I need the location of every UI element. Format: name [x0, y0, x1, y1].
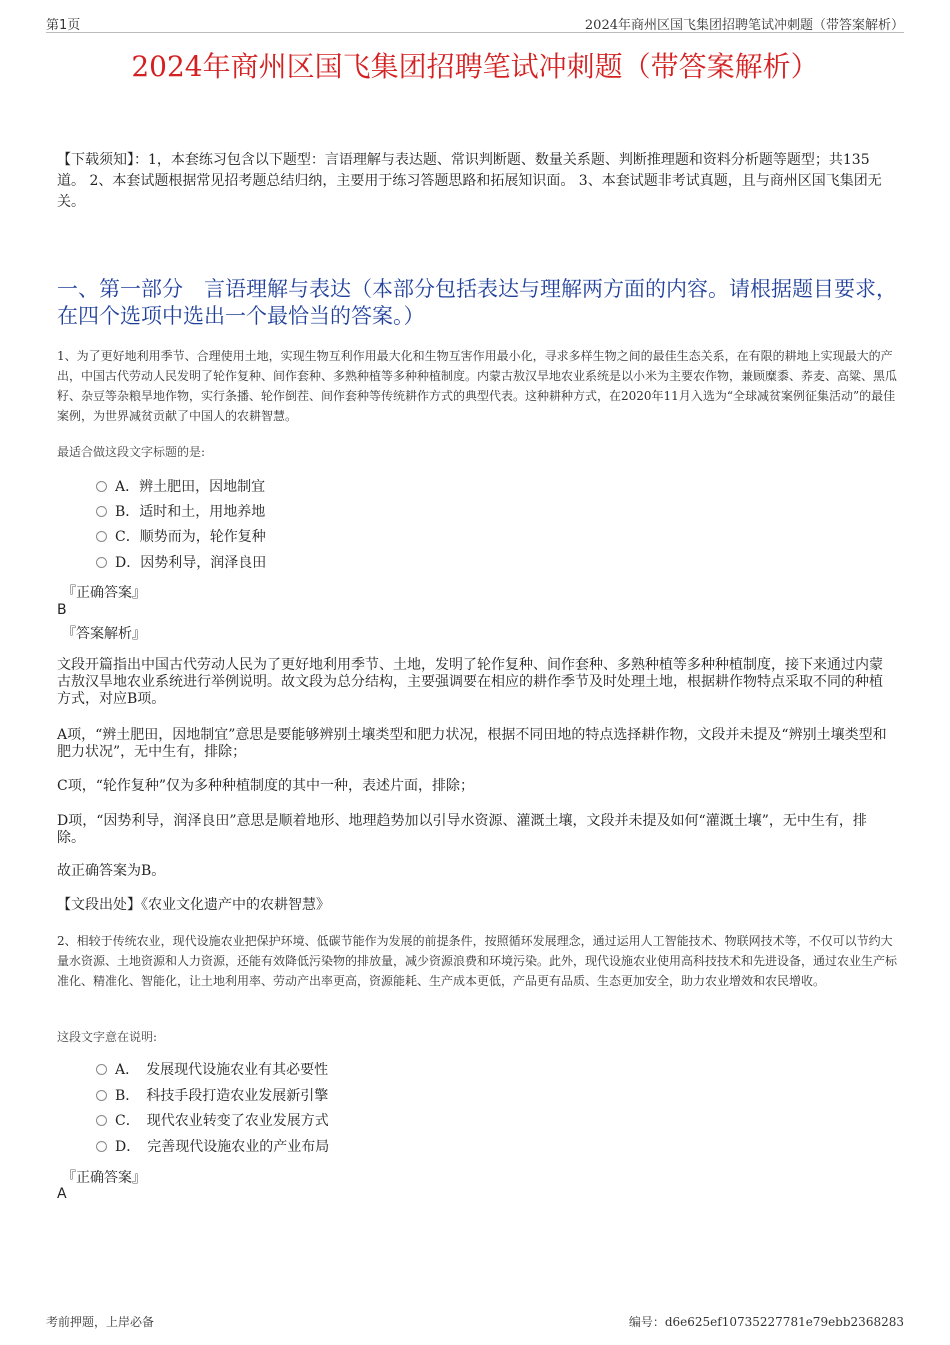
q1-analysis-label: 『答案解析』: [62, 626, 146, 642]
radio-icon[interactable]: [96, 531, 107, 542]
q2-option-c[interactable]: C． 现代农业转变了农业发展方式: [96, 1111, 329, 1131]
question-2-prompt: 这段文字意在说明:: [57, 1030, 158, 1044]
header-doc-title: 2024年商州区国飞集团招聘笔试冲刺题（带答案解析）: [584, 18, 904, 33]
q1-source: 【文段出处】《农业文化遗产中的农耕智慧》: [57, 897, 330, 913]
radio-icon[interactable]: [96, 481, 107, 492]
q1-analysis-d: D项，“因势利导，润泽良田”意思是顺着地形、地理趋势加以引导水资源、灌溉土壤，文段并未提及如何“灌溉土壤”，无中生有，排除。: [57, 813, 867, 846]
radio-icon[interactable]: [96, 1141, 107, 1152]
q1-analysis-summary: 文段开篇指出中国古代劳动人民为了更好地利用季节、土地，发明了轮作复种、间作套种、多熟种植等多种种植制度，接下来通过内蒙古敖汉旱地农业系统进行举例说明。故文段为总分结构，主要强调要在相应的耕作季节及时处理土地，根据耕作物特点采取不同的种植方式，对应B项。: [57, 657, 883, 707]
q1-analysis-c: C项，“轮作复种”仅为多种种植制度的其中一种，表述片面，排除；: [57, 778, 475, 794]
q1-answer-label: 『正确答案』: [62, 585, 146, 601]
section-heading: 一、第一部分 言语理解与表达（本部分包括表达与理解两方面的内容。请根据题目要求，在四个选项中选出一个最恰当的答案。）: [57, 277, 897, 328]
question-1-text: 1、为了更好地利用季节、合理使用土地，实现生物互利作用最大化和生物互害作用最小化，寻求多样生物之间的最佳生态关系，在有限的耕地上实现最大的产出，中国古代劳动人民发明了轮作复种、间作套种、多熟种植等多种种植制度。内蒙古敖汉旱地农业系统是以小米为主要农作物，兼顾糜黍、荞麦、高粱、黑瓜籽、杂豆等杂粮旱地作物，实行条播、轮作倒茬、间作套种等传统耕作方式的典型代表。这种耕种方式，在2020年11月入选为“全球减贫案例征集活动”的最佳案例，为世界减贫贡献了中国人的农耕智慧。: [57, 349, 898, 423]
download-notice: 【下载须知】：1，本套练习包含以下题型：言语理解与表达题、常识判断题、数量关系题、判断推理题和资料分析题等题型；共135道。 2、本套试题根据常见招考题总结归纳，主要用于练习答题思路和拓展知识面。 3、本套试题非考试真题，且与商州区国飞集团无关。: [57, 152, 882, 210]
page-number: 第1页: [46, 18, 81, 33]
q1-option-a[interactable]: A．辨土肥田，因地制宜: [96, 477, 265, 497]
q2-option-d[interactable]: D． 完善现代设施农业的产业布局: [96, 1137, 329, 1157]
footer-doc-id: 编号：d6e625ef10735227781e79ebb2368283: [628, 1315, 904, 1329]
page-title: 2024年商州区国飞集团招聘笔试冲刺题（带答案解析）: [131, 50, 819, 83]
q2-answer: A: [57, 1186, 67, 1202]
question-1-prompt: 最适合做这段文字标题的是:: [57, 445, 206, 459]
radio-icon[interactable]: [96, 1090, 107, 1101]
footer-slogan: 考前押题，上岸必备: [46, 1315, 155, 1329]
page-header: [46, 14, 904, 33]
q1-option-c[interactable]: C．顺势而为，轮作复种: [96, 527, 266, 547]
q2-option-b[interactable]: B． 科技手段打造农业发展新引擎: [96, 1086, 328, 1106]
question-2-text: 2、相较于传统农业，现代设施农业把保护环境、低碳节能作为发展的前提条件，按照循环发展理念，通过运用人工智能技术、物联网技术等，不仅可以节约大量水资源、土地资源和人力资源，还能有效降低污染物的排放量，减少资源浪费和环境污染。此外，现代设施农业使用高科技技术和先进设备，通过农业生产标准化、精准化、智能化，让土地利用率、劳动产出率更高，资源能耗、生产成本更低，产品更有品质、生态更加安全，助力农业增效和农民增收。: [57, 934, 898, 988]
q2-option-a[interactable]: A． 发展现代设施农业有其必要性: [96, 1060, 328, 1080]
q1-option-b[interactable]: B．适时和土，用地养地: [96, 502, 265, 522]
radio-icon[interactable]: [96, 506, 107, 517]
q2-answer-label: 『正确答案』: [62, 1170, 146, 1186]
radio-icon[interactable]: [96, 557, 107, 568]
radio-icon[interactable]: [96, 1115, 107, 1126]
q1-conclusion: 故正确答案为B。: [57, 863, 166, 879]
radio-icon[interactable]: [96, 1064, 107, 1075]
q1-analysis-a: A项，“辨土肥田，因地制宜”意思是要能够辨别土壤类型和肥力状况，根据不同田地的特点选择耕作物，文段并未提及“辨别土壤类型和肥力状况”，无中生有，排除；: [57, 727, 887, 760]
q1-answer: B: [57, 602, 67, 618]
q1-option-d[interactable]: D．因势利导，润泽良田: [96, 553, 266, 573]
